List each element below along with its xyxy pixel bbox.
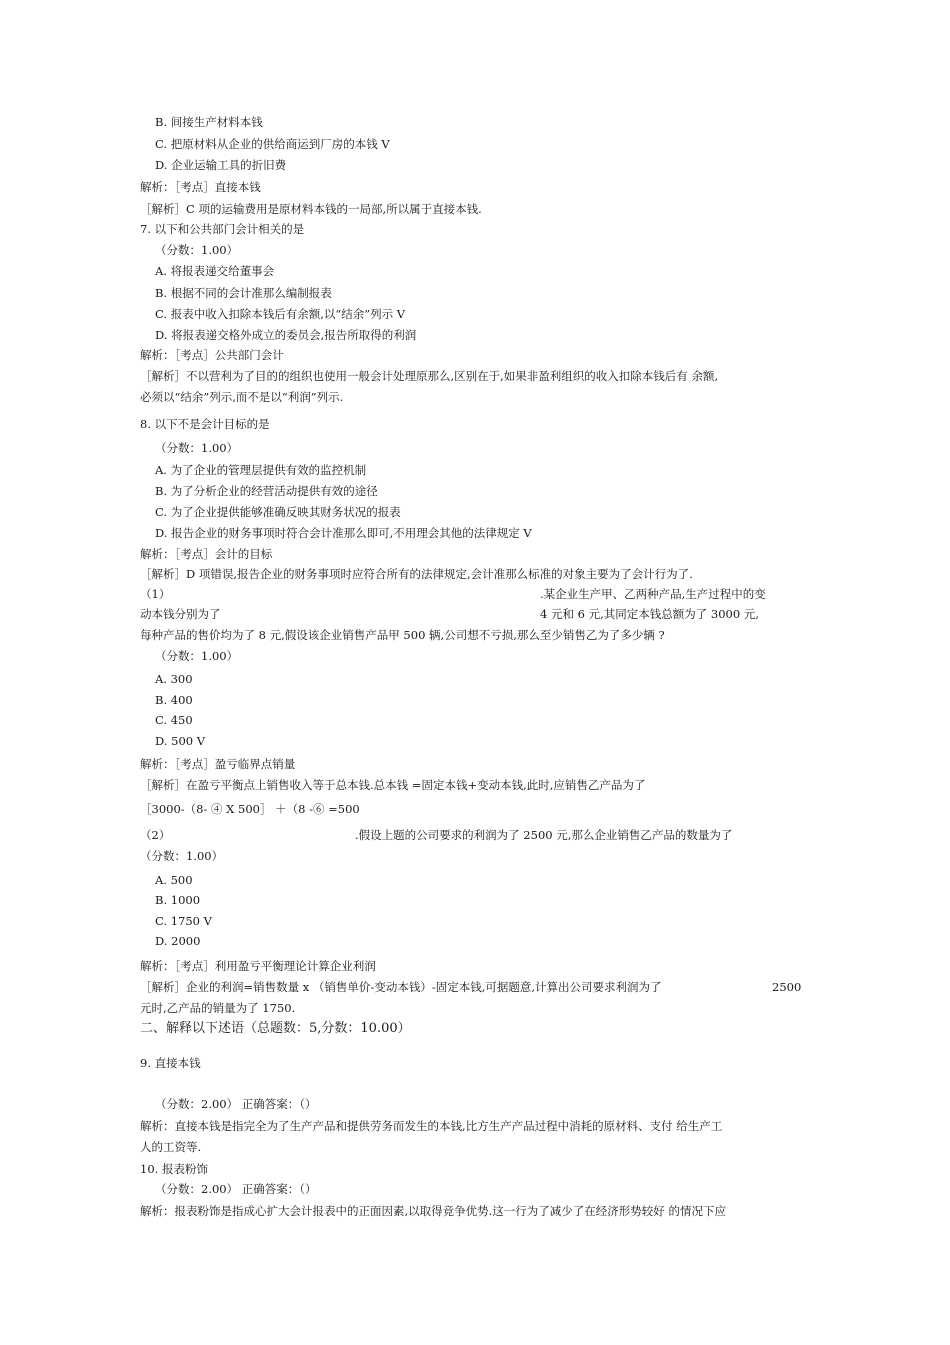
option-d: D. 将报表递交格外成立的委员会,报告所取得的利润: [155, 328, 417, 342]
option-a: A. 300: [155, 672, 193, 686]
analysis-point: 解析：［考点］直接本钱: [140, 180, 261, 194]
analysis-text: 解析：报表粉饰是指成心扩大会计报表中的正面因素,以取得竞争优势.这一行为了减少了在经济形势较好 的情况下应: [140, 1204, 726, 1218]
analysis-point: 解析：［考点］利用盈亏平衡理论计算企业利润: [140, 959, 376, 973]
option-c: C. 为了企业提供能够准确反映其财务状况的报表: [155, 505, 401, 519]
option-b: B. 间接生产材料本钱: [155, 115, 263, 129]
section-title: 二、解释以下述语（总题数：5,分数：10.00）: [140, 1021, 411, 1036]
question-score: （分数：2.00） 正确答案：（）: [155, 1097, 317, 1111]
question-stem: .假设上题的公司要求的利润为了 2500 元,那么企业销售乙产品的数量为了: [355, 828, 733, 842]
analysis-text: ［解析］企业的利润=销售数量 x （销售单价-变动本钱）-固定本钱,可据题意,计算出公司要求利润为了: [140, 980, 662, 994]
option-d: D. 报告企业的财务事项时符合会计准那么即可,不用理会其他的法律规定 V: [155, 526, 532, 540]
question-title: 9. 直接本钱: [140, 1056, 201, 1070]
sub-question-label: （1）: [140, 587, 171, 601]
question-score: （分数：1.00）: [155, 441, 239, 455]
analysis-point: 解析：［考点］公共部门会计: [140, 348, 284, 362]
question-stem: 4 元和 6 元,其同定本钱总额为了 3000 元,: [540, 607, 759, 621]
analysis-text: 必须以“结余”列示,而不是以“利润”列示.: [140, 390, 344, 404]
option-b: B. 400: [155, 693, 193, 707]
analysis-point: 解析：［考点］会计的目标: [140, 547, 273, 561]
question-score: （分数：1.00）: [140, 849, 224, 863]
option-a: A. 将报表递交给董事会: [155, 264, 275, 278]
option-d: D. 500 V: [155, 734, 206, 748]
question-score: （分数：2.00） 正确答案：（）: [155, 1182, 317, 1196]
analysis-text: ［解析］C 项的运输费用是原材料本钱的一局部,所以属于直接本钱.: [140, 202, 482, 216]
analysis-text: 元时,乙产品的销量为了 1750.: [140, 1001, 296, 1015]
analysis-text: 2500: [772, 980, 802, 994]
option-c: C. 1750 V: [155, 914, 212, 928]
analysis-text: 人的工资等.: [140, 1140, 202, 1154]
option-b: B. 根据不同的会计准那么编制报表: [155, 286, 332, 300]
option-c: C. 报表中收入扣除本钱后有余额,以“结余”列示 V: [155, 307, 406, 321]
option-a: A. 为了企业的管理层提供有效的监控机制: [155, 463, 367, 477]
option-c: C. 450: [155, 713, 193, 727]
question-stem: 动本钱分别为了: [140, 607, 221, 621]
analysis-text: ［解析］D 项错误,报告企业的财务事项时应符合所有的法律规定,会计准那么标准的对象主要为了会计行为了.: [140, 567, 693, 581]
option-c: C. 把原材料从企业的供给商运到厂房的本钱 V: [155, 137, 390, 151]
question-score: （分数：1.00）: [155, 243, 239, 257]
option-d: D. 企业运输工具的折旧费: [155, 158, 287, 172]
analysis-text: 解析：直接本钱是指完全为了生产产品和提供劳务而发生的本钱,比方生产产品过程中消耗的原材料、支付 给生产工: [140, 1119, 723, 1133]
question-stem: 每种产品的售价均为了 8 元,假设该企业销售产品甲 500 辆,公司想不亏损,那么至少销售乙为了多少辆 ?: [140, 628, 665, 642]
option-d: D. 2000: [155, 934, 201, 948]
question-title: 7. 以下和公共部门会计相关的是: [140, 222, 305, 236]
question-title: 10. 报表粉饰: [140, 1162, 208, 1176]
analysis-text: ［解析］不以营利为了目的的组织也使用一般会计处理原那么,区别在于,如果非盈利组织的收入扣除本钱后有 余额,: [140, 369, 719, 383]
question-stem: .某企业生产甲、乙两种产品,生产过程中的变: [540, 587, 766, 601]
analysis-text: ［解析］在盈亏平衡点上销售收入等于总本钱.总本钱 =固定本钱+变动本钱,此时,应销售乙产品为了: [140, 778, 646, 792]
option-b: B. 1000: [155, 893, 201, 907]
analysis-point: 解析：［考点］盈亏临界点销量: [140, 757, 296, 771]
sub-question-label: （2）: [140, 828, 171, 842]
question-title: 8. 以下不是会计目标的是: [140, 417, 270, 431]
question-score: （分数：1.00）: [155, 649, 239, 663]
analysis-formula: ［3000-（8- ④ X 500］ ＋（8 -⑥ =500: [140, 802, 360, 816]
option-a: A. 500: [155, 873, 193, 887]
option-b: B. 为了分析企业的经营活动提供有效的途径: [155, 484, 378, 498]
